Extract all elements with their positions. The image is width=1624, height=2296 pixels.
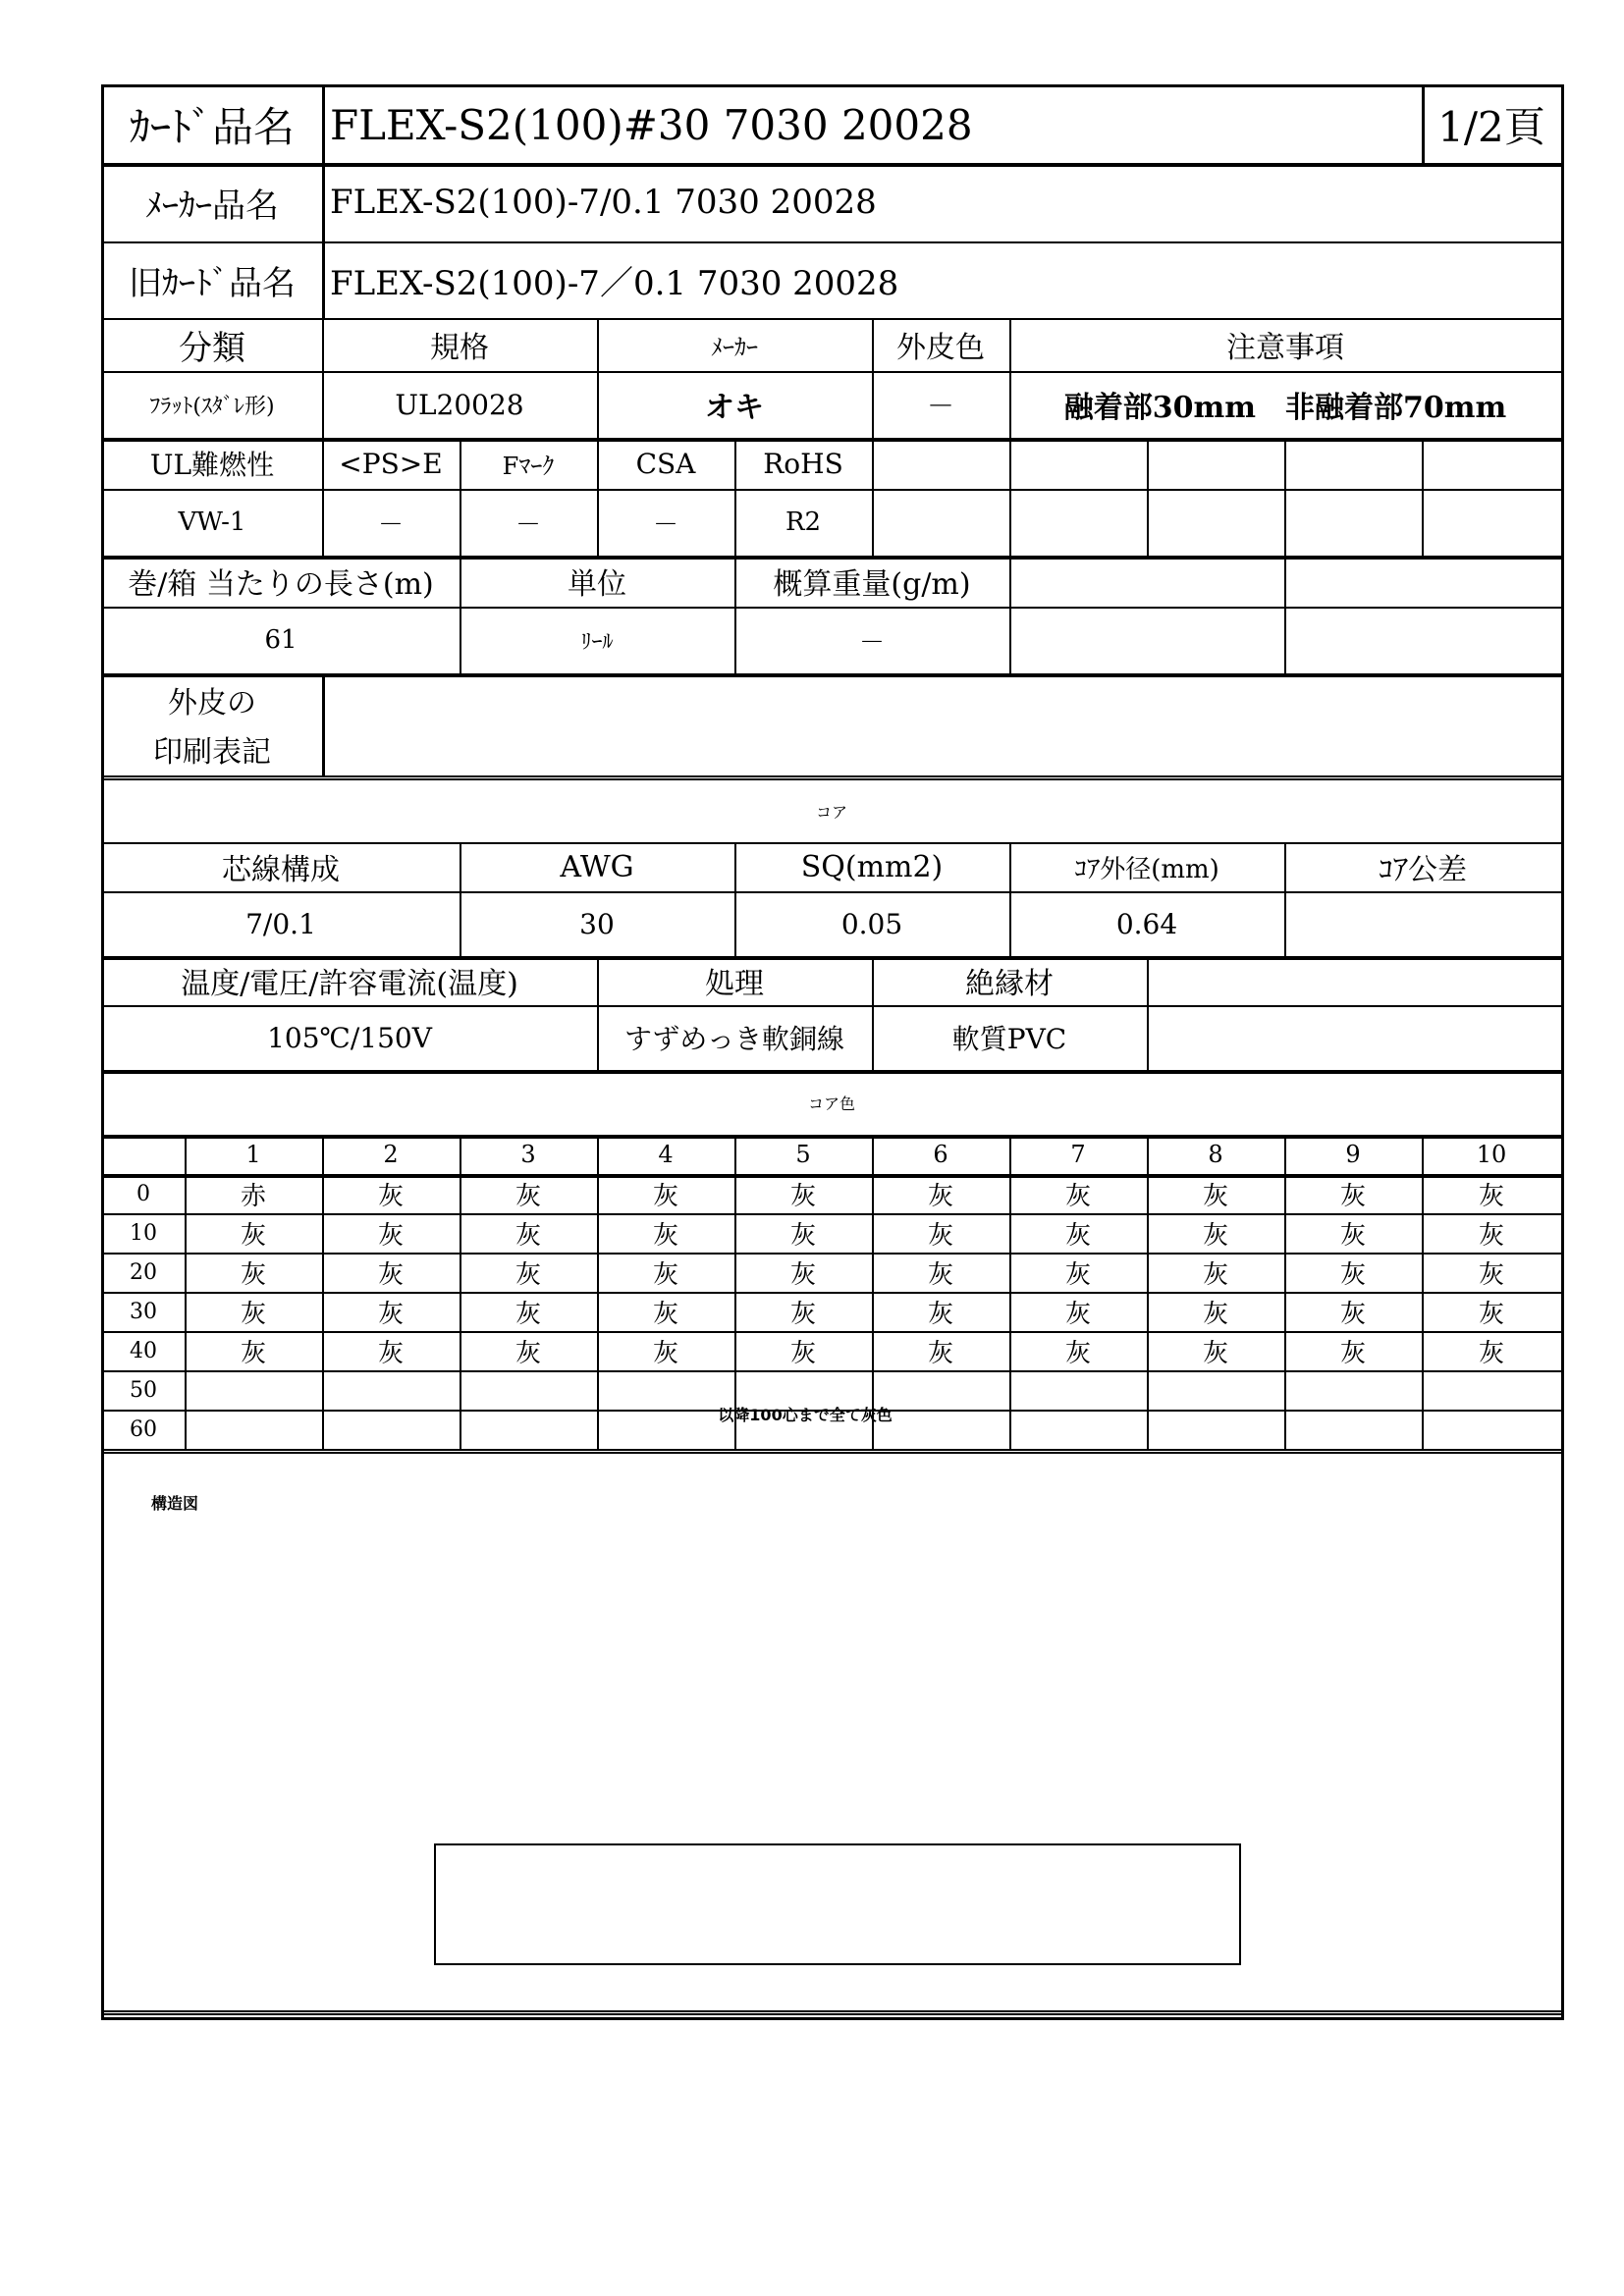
classification-header: 注意事項: [1226, 331, 1344, 365]
core-color-row-label: 0: [136, 1181, 150, 1206]
packaging-value: [1009, 607, 1284, 673]
core-value: 30: [579, 907, 615, 940]
core-color-cell: 灰: [789, 1181, 816, 1211]
certification-value: VW-1: [178, 507, 246, 537]
ratings-value: 軟質PVC: [951, 1023, 1067, 1055]
core-color-column-header: 3: [520, 1141, 536, 1168]
packaging-header: [1284, 556, 1561, 607]
ratings-header: 処理: [705, 967, 764, 1001]
certification-header: RoHS: [763, 447, 843, 480]
core-color-cell: 灰: [514, 1259, 541, 1290]
core-color-cell: 灰: [652, 1299, 678, 1329]
print-label-line2: 印刷表記: [153, 735, 271, 770]
classification-value: －: [926, 390, 954, 422]
core-header: 芯線構成: [222, 853, 340, 887]
maker-name-value: FLEX-S2(100)-7/0.1 7030 20028: [330, 183, 877, 222]
core-color-cell: 灰: [377, 1259, 404, 1290]
certification-header: [1147, 438, 1284, 489]
classification-header: 外皮色: [896, 331, 985, 365]
certification-header: [1009, 438, 1147, 489]
core-color-column-header: 4: [658, 1141, 674, 1168]
rule-h: [102, 1449, 1561, 1454]
core-color-cell: [1284, 1410, 1422, 1449]
core-color-column-header: 6: [933, 1141, 948, 1168]
core-color-cell: 灰: [1478, 1220, 1504, 1251]
core-value: [1284, 891, 1561, 956]
packaging-header: 単位: [568, 567, 626, 602]
certification-value: [1284, 489, 1422, 556]
core-color-cell: 灰: [240, 1259, 266, 1290]
print-value: [322, 673, 1569, 775]
core-color-cell: 灰: [1064, 1181, 1091, 1211]
core-color-cell: [185, 1410, 322, 1449]
certification-value: R2: [785, 507, 822, 537]
old-card-name-label: 旧ｶｰﾄﾞ品名: [129, 263, 296, 303]
ratings-value: すずめっき軟銅線: [623, 1023, 844, 1055]
certification-header: [1284, 438, 1422, 489]
ratings-header: 温度/電圧/許容電流(温度): [181, 967, 518, 1001]
classification-value: UL20028: [395, 388, 524, 421]
core-color-cell: 灰: [514, 1338, 541, 1368]
classification-value: ﾌﾗｯﾄ(ｽﾀﾞﾚ形): [149, 394, 275, 419]
core-color-cell: [1422, 1370, 1561, 1410]
certification-value: [1147, 489, 1284, 556]
ratings-header: [1147, 956, 1561, 1005]
packaging-value: 61: [264, 625, 298, 655]
core-color-cell: [1422, 1410, 1561, 1449]
core-color-title: コア色: [807, 1094, 855, 1113]
core-color-cell: 灰: [927, 1181, 953, 1211]
core-color-cell: 灰: [1339, 1220, 1366, 1251]
structure-diagram-label: 構造図: [151, 1493, 199, 1513]
core-color-cell: 灰: [927, 1259, 953, 1290]
page-number: 1/2頁: [1437, 103, 1545, 151]
core-color-column-header: 7: [1070, 1141, 1086, 1168]
core-color-cell: 灰: [514, 1299, 541, 1329]
core-color-cell: 灰: [652, 1181, 678, 1211]
core-color-cell: 灰: [1478, 1299, 1504, 1329]
core-color-column-header: 9: [1345, 1141, 1361, 1168]
core-color-cell: 灰: [927, 1220, 953, 1251]
core-color-row-label: 20: [130, 1259, 157, 1285]
classification-header: 分類: [179, 328, 245, 368]
core-color-row-label: 60: [130, 1416, 157, 1442]
core-color-column-header: 10: [1476, 1141, 1507, 1168]
certification-header: Fﾏｰｸ: [502, 452, 555, 480]
core-color-cell: 灰: [377, 1338, 404, 1368]
core-color-column-header: 5: [795, 1141, 811, 1168]
core-color-cell: 灰: [1339, 1338, 1366, 1368]
core-color-cell: [185, 1370, 322, 1410]
structure-caption: [436, 1845, 1239, 1963]
core-value: 0.64: [1115, 907, 1178, 940]
core-color-cell: 灰: [1202, 1220, 1228, 1251]
classification-header: ﾒｰｶｰ: [711, 333, 758, 361]
core-color-note: 以降100心まで全て灰色: [718, 1405, 893, 1424]
certification-value: －: [652, 509, 678, 540]
core-color-cell: 灰: [927, 1299, 953, 1329]
certification-header: [872, 438, 1009, 489]
packaging-value: ﾘｰﾙ: [580, 629, 614, 655]
core-color-cell: [1009, 1370, 1147, 1410]
core-color-cell: [460, 1410, 597, 1449]
core-color-cell: 灰: [377, 1181, 404, 1211]
core-color-cell: [1147, 1370, 1284, 1410]
core-value: 7/0.1: [245, 907, 316, 940]
core-value: 0.05: [840, 907, 903, 940]
core-color-cell: 灰: [240, 1338, 266, 1368]
core-color-cell: 灰: [789, 1220, 816, 1251]
classification-value: オキ: [705, 391, 764, 425]
core-color-row-label: 40: [130, 1338, 157, 1363]
core-color-cell: 灰: [240, 1220, 266, 1251]
packaging-header: 巻/箱 当たりの長さ(m): [128, 567, 434, 602]
core-color-cell: 灰: [377, 1220, 404, 1251]
core-header: SQ(mm2): [800, 849, 944, 884]
core-color-cell: [460, 1370, 597, 1410]
old-card-name-value: FLEX-S2(100)-7／0.1 7030 20028: [330, 263, 899, 303]
packaging-value: －: [858, 627, 885, 658]
certification-header: [1422, 438, 1561, 489]
core-color-cell: 灰: [1478, 1338, 1504, 1368]
core-header: ｺｱ外径(mm): [1074, 854, 1219, 884]
certification-value: －: [514, 509, 541, 540]
core-color-cell: 灰: [1064, 1338, 1091, 1368]
ratings-header: 絶縁材: [965, 967, 1054, 1001]
core-color-cell: 灰: [1339, 1259, 1366, 1290]
core-title: コア: [815, 802, 847, 822]
packaging-header: [1009, 556, 1284, 607]
core-color-cell: [1009, 1410, 1147, 1449]
core-color-cell: 灰: [377, 1299, 404, 1329]
certification-header: <PS>E: [339, 447, 443, 480]
core-header: AWG: [560, 849, 634, 884]
core-color-cell: 灰: [1202, 1181, 1228, 1211]
core-color-cell: 赤: [240, 1181, 266, 1211]
core-color-cell: 灰: [1202, 1299, 1228, 1329]
packaging-header: 概算重量(g/m): [773, 567, 971, 602]
certification-header: UL難燃性: [149, 449, 275, 481]
core-color-cell: 灰: [652, 1259, 678, 1290]
core-color-column-header: 2: [383, 1141, 399, 1168]
core-color-cell: 灰: [514, 1181, 541, 1211]
core-header: ｺｱ公差: [1379, 853, 1467, 887]
core-color-cell: 灰: [789, 1338, 816, 1368]
core-color-cell: 灰: [1339, 1299, 1366, 1329]
core-color-column-header: 8: [1208, 1141, 1223, 1168]
classification-header: 規格: [430, 331, 489, 365]
core-color-row-label: 10: [130, 1220, 157, 1246]
packaging-value: [1284, 607, 1561, 673]
maker-name-label: ﾒｰｶｰ品名: [145, 186, 279, 226]
certification-header: CSA: [635, 447, 696, 480]
core-color-cell: 灰: [789, 1299, 816, 1329]
core-color-cell: 灰: [1064, 1220, 1091, 1251]
core-color-cell: [322, 1410, 460, 1449]
core-color-cell: 灰: [240, 1299, 266, 1329]
core-color-cell: 灰: [652, 1220, 678, 1251]
classification-value: 融着部30mm 非融着部70mm: [1063, 391, 1507, 425]
core-color-cell: 灰: [652, 1338, 678, 1368]
core-color-cell: 灰: [1339, 1181, 1366, 1211]
rule-h: [102, 2010, 1561, 2015]
core-color-cell: [1284, 1370, 1422, 1410]
core-color-cell: 灰: [927, 1338, 953, 1368]
core-color-row-label: 30: [130, 1299, 157, 1324]
core-color-cell: [1147, 1410, 1284, 1449]
print-label-line1: 外皮の: [168, 686, 256, 721]
core-color-cell: [322, 1370, 460, 1410]
core-color-cell: 灰: [1064, 1259, 1091, 1290]
core-color-cell: 灰: [789, 1259, 816, 1290]
core-color-cell: 灰: [514, 1220, 541, 1251]
certification-value: －: [377, 509, 404, 540]
card-name-value: FLEX-S2(100)#30 7030 20028: [330, 100, 973, 149]
core-color-cell: 灰: [1202, 1338, 1228, 1368]
ratings-value: [1147, 1005, 1561, 1070]
certification-value: [1009, 489, 1147, 556]
core-color-cell: 灰: [1478, 1259, 1504, 1290]
core-color-cell: 灰: [1202, 1259, 1228, 1290]
certification-value: [1422, 489, 1561, 556]
ratings-value: 105℃/150V: [267, 1021, 432, 1054]
core-color-cell: 灰: [1064, 1299, 1091, 1329]
card-name-label: ｶｰﾄﾞ品名: [129, 103, 295, 151]
core-color-column-header: 1: [245, 1141, 261, 1168]
core-color-row-label: 50: [130, 1377, 157, 1403]
certification-value: [872, 489, 1009, 556]
core-color-cell: 灰: [1478, 1181, 1504, 1211]
